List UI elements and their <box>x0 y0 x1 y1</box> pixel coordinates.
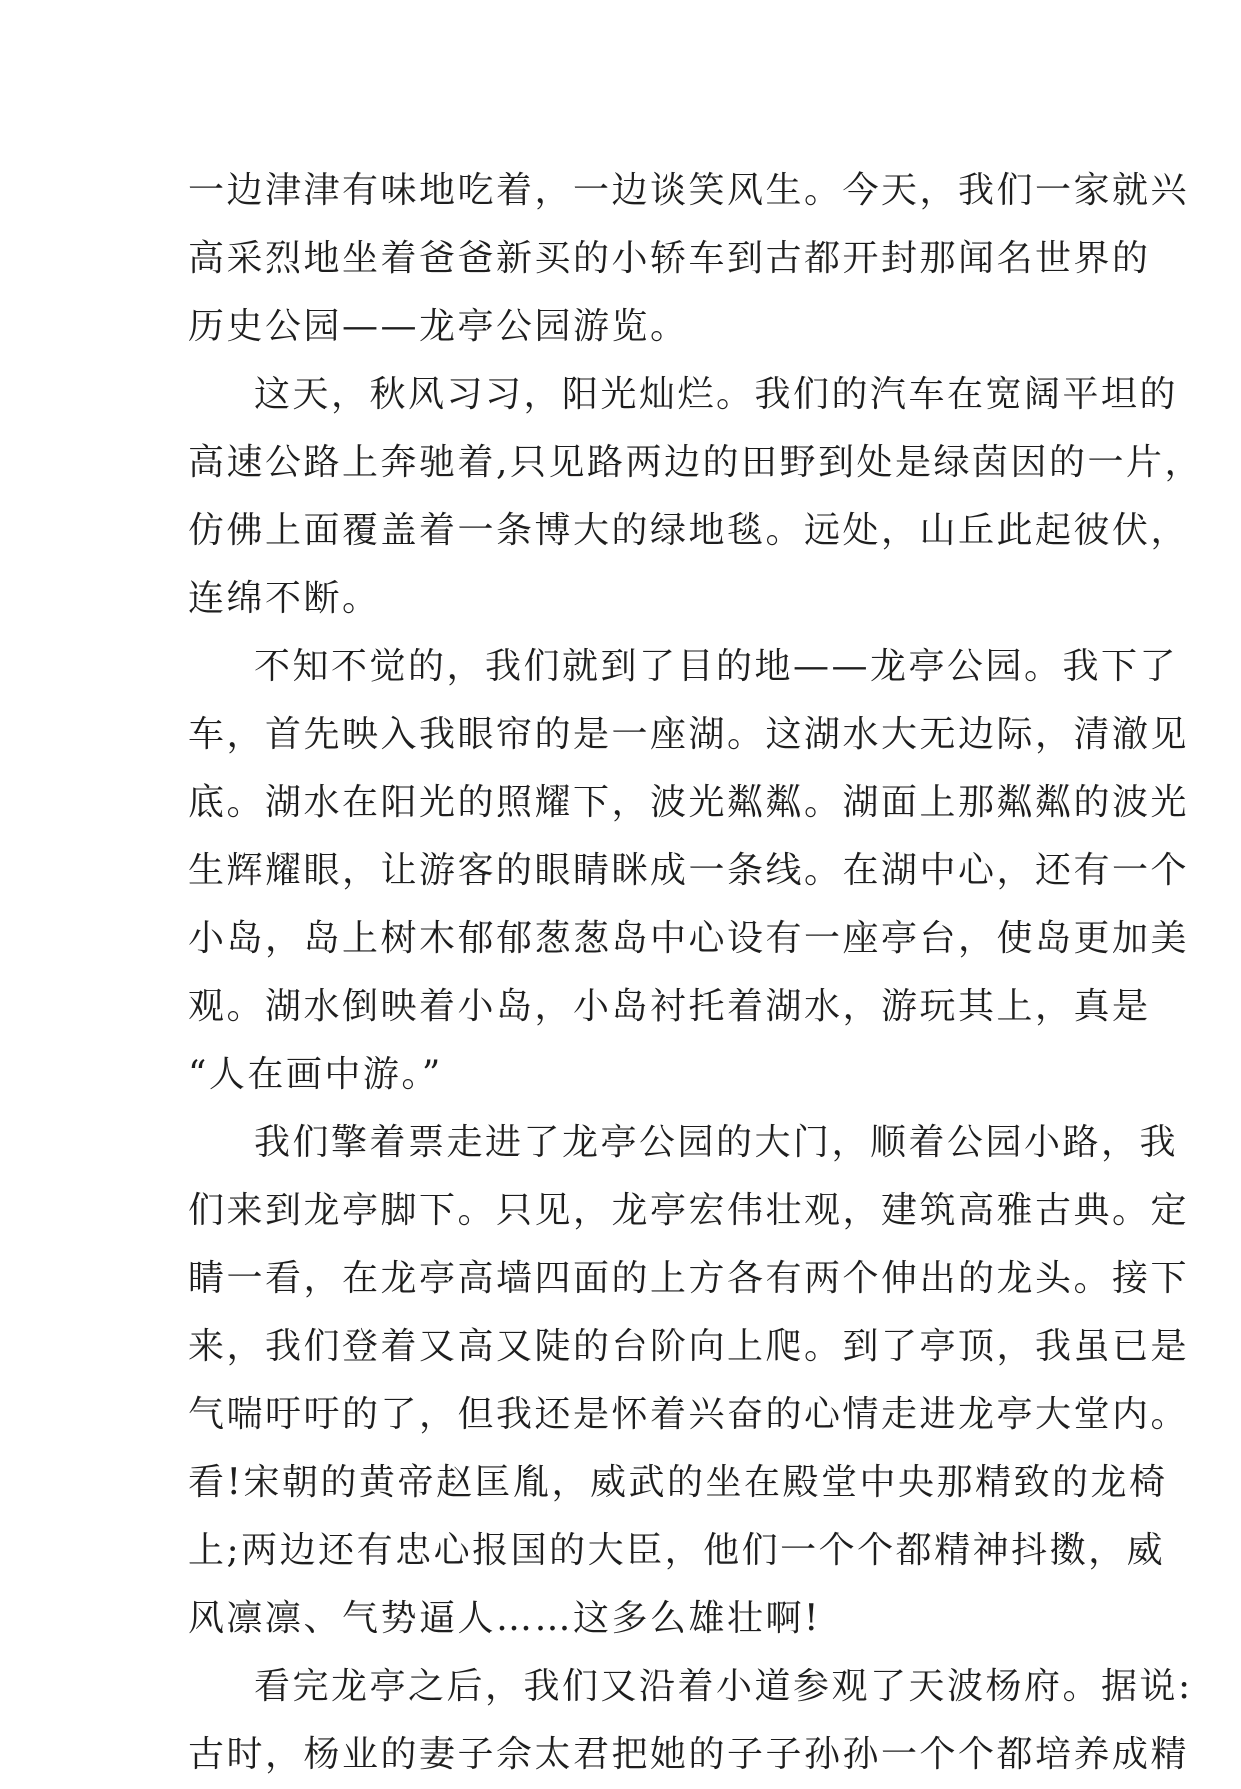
text-line: 车，首先映入我眼帘的是一座湖。这湖水大无边际，清澈见 <box>188 714 1190 755</box>
text-line: 气喘吁吁的了，但我还是怀着兴奋的心情走进龙亭大堂内。 <box>188 1394 1190 1435</box>
text-line: 历史公园——龙亭公园游览。 <box>188 306 689 347</box>
text-line: 高速公路上奔驰着,只见路两边的田野到处是绿茵因的一片， <box>188 442 1203 483</box>
paragraph-first-line: 不知不觉的，我们就到了目的地——龙亭公园。我下了 <box>254 646 1179 687</box>
text-line: 上;两边还有忠心报国的大臣，他们一个个都精神抖擞，威 <box>188 1530 1166 1571</box>
text-line: 们来到龙亭脚下。只见，龙亭宏伟壮观，建筑高雅古典。定 <box>188 1190 1190 1231</box>
text-line: 观。湖水倒映着小岛，小岛衬托着湖水，游玩其上，真是 <box>188 986 1151 1027</box>
text-line: 仿佛上面覆盖着一条博大的绿地毯。远处，山丘此起彼伏， <box>188 510 1190 551</box>
text-line: 看!宋朝的黄帝赵匡胤，威武的坐在殿堂中央那精致的龙椅 <box>188 1462 1168 1503</box>
text-line: 生辉耀眼，让游客的眼睛眯成一条线。在湖中心，还有一个 <box>188 850 1190 891</box>
text-line: 一边津津有味地吃着，一边谈笑风生。今天，我们一家就兴 <box>188 170 1190 211</box>
text-line: 古时，杨业的妻子佘太君把她的子子孙孙一个个都培养成精 <box>188 1734 1190 1775</box>
text-line: 风凛凛、气势逼人……这多么雄壮啊! <box>188 1598 821 1639</box>
paragraph-first-line: 这天，秋风习习，阳光灿烂。我们的汽车在宽阔平坦的 <box>254 374 1179 415</box>
text-line: 睛一看，在龙亭高墙四面的上方各有两个伸出的龙头。接下 <box>188 1258 1190 1299</box>
paragraph-first-line: 看完龙亭之后，我们又沿着小道参观了天波杨府。据说: <box>254 1666 1193 1707</box>
article-body <box>188 157 1203 1789</box>
text-line: 来，我们登着又高又陡的台阶向上爬。到了亭顶，我虽已是 <box>188 1326 1190 1367</box>
text-line: 小岛，岛上树木郁郁葱葱岛中心设有一座亭台，使岛更加美 <box>188 918 1190 959</box>
text-line: 高采烈地坐着爸爸新买的小轿车到古都开封那闻名世界的 <box>188 238 1151 279</box>
text-line: 连绵不断。 <box>188 578 381 619</box>
paragraph-first-line: 我们擎着票走进了龙亭公园的大门，顺着公园小路，我 <box>254 1122 1179 1163</box>
text-line: “人在画中游。” <box>188 1054 443 1095</box>
text-line: 底。湖水在阳光的照耀下，波光粼粼。湖面上那粼粼的波光 <box>188 782 1190 823</box>
